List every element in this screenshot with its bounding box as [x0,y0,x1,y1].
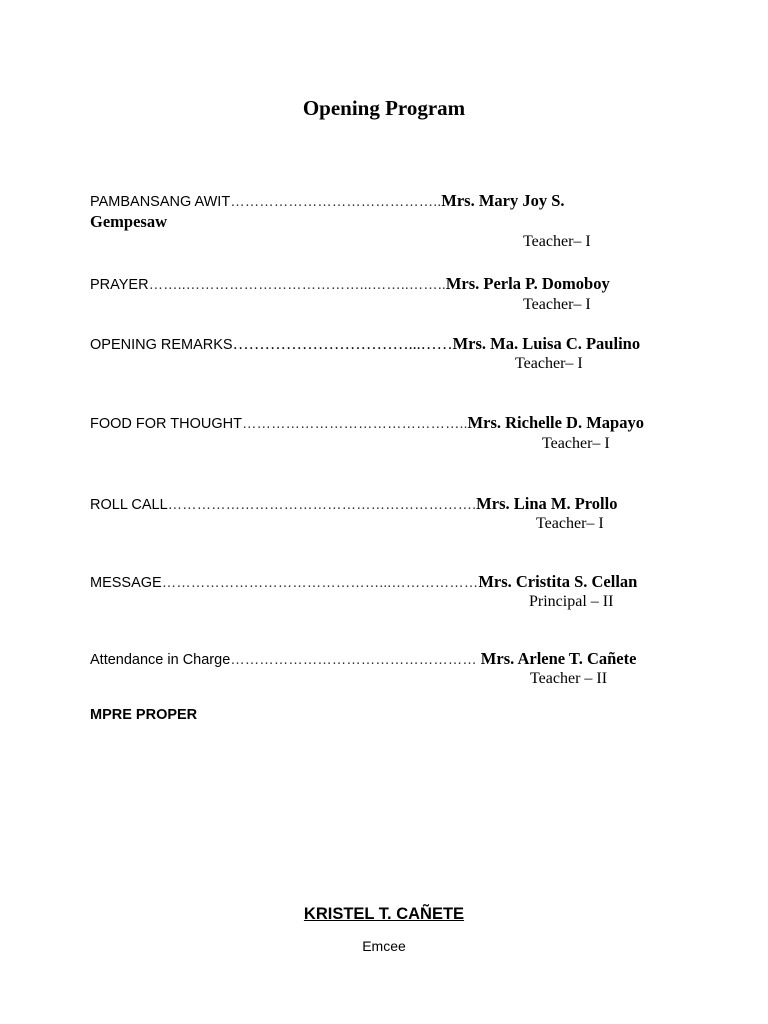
presenter-name: Mrs. Perla P. Domoboy [445,274,610,293]
presenter-name: Mrs. Lina M. Prollo [476,494,618,513]
presenter-role: Teacher– I [523,296,591,313]
presenter-role: Teacher– I [542,435,610,452]
presenter-name: Mrs. Richelle D. Mapayo [467,413,644,432]
presenter-name: Mrs. Arlene T. Cañete [480,649,637,668]
dot-leader: …………………………………………… [230,652,481,668]
emcee-name: KRISTEL T. CAÑETE [303,905,465,923]
dot-leader: ……………………………………….. [241,416,468,432]
section-heading: MPRE PROPER [90,707,198,723]
item-label: FOOD FOR THOUGHT [90,416,242,432]
presenter-name: Mrs. Mary Joy S. [441,191,565,210]
item-label: Attendance in Charge [90,652,231,668]
item-label: MESSAGE [90,575,162,591]
presenter-role: Teacher– I [515,355,583,372]
presenter-role: Teacher – II [530,670,608,687]
program-item-roll-call [90,494,617,514]
dot-leader: ……..………………………………...……..…….. [148,277,446,293]
program-item-food-for-thought [90,413,644,433]
program-item-pambansang-awit [90,191,565,211]
page-title: Opening Program [302,96,466,120]
item-label: ROLL CALL [90,497,168,513]
program-item-opening-remarks [90,334,640,354]
emcee-role: Emcee [362,938,406,954]
program-item-message [90,572,637,592]
presenter-name: Mrs. Ma. Luisa C. Paulino [452,334,641,353]
item-label: PRAYER [90,277,149,293]
dot-leader: ……………………………...…… [232,336,453,353]
presenter-role: Principal – II [529,593,614,610]
presenter-role: Teacher– I [536,515,604,532]
item-label: OPENING REMARKS [90,337,233,353]
presenter-name: Mrs. Cristita S. Cellan [478,572,638,591]
dot-leader: ………………………………………………………. [167,497,477,513]
dot-leader: …………………………………….. [230,194,442,210]
program-item-prayer [90,274,610,294]
dot-leader: ………………………………………...……………… [161,575,479,591]
program-item-attendance [90,649,636,669]
presenter-role: Teacher– I [523,233,591,250]
item-label: PAMBANSANG AWIT [90,194,231,210]
presenter-name-continued: Gempesaw [90,212,167,231]
